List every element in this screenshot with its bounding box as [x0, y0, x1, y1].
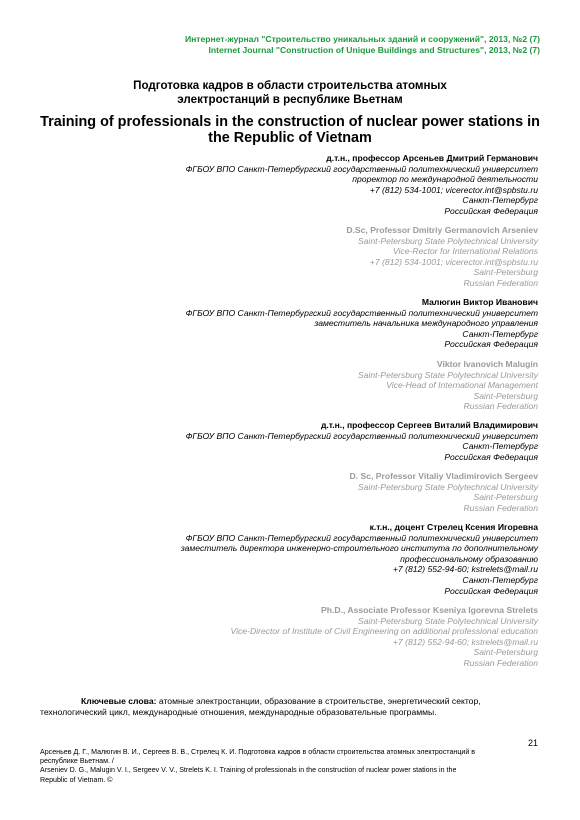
author-arseniev-ru	[186, 153, 538, 217]
keywords-line	[40, 696, 546, 707]
page-number: 21	[527, 738, 538, 748]
journal-header	[185, 34, 540, 55]
author-line: Russian Federation	[463, 502, 538, 513]
author-line: Saint-Petersburg State Polytechnical University	[357, 615, 538, 626]
author-line: ФГБОУ ВПО Санкт-Петербургский государственный политехнический университет	[185, 532, 538, 543]
author-line: Russian Federation	[463, 401, 538, 412]
author-line: Saint-Petersburg State Polytechnical University	[357, 369, 538, 380]
author-line: Санкт-Петербург	[462, 441, 538, 452]
footer-line: республике Вьетнам. /	[40, 757, 114, 766]
keywords-text: атомные электростанции, образование в строительстве, энергетический сектор,	[156, 696, 481, 706]
author-line: Saint-Petersburg	[473, 267, 538, 278]
author-line: Russian Federation	[463, 657, 538, 668]
author-name: Viktor Ivanovich Malugin	[436, 359, 538, 369]
author-line: проректор по международной деятельности	[352, 174, 538, 185]
author-line: Российская Федерация	[444, 339, 538, 350]
keywords-label: Ключевые слова:	[81, 696, 157, 706]
author-strelets-en	[231, 605, 538, 669]
citation-footer	[40, 748, 550, 785]
author-line: ФГБОУ ВПО Санкт-Петербургский государственный политехнический университет	[185, 430, 538, 441]
author-name: к.т.н., доцент Стрелец Ксения Игоревна	[369, 522, 538, 532]
author-line: +7 (812) 534-1001; vicerector.int@spbstu.ru	[369, 184, 538, 195]
author-line: Saint-Petersburg	[473, 492, 538, 503]
keywords	[40, 696, 546, 718]
author-strelets-ru	[181, 522, 538, 596]
author-name: Ph.D., Associate Professor Kseniya Igorevna Strelets	[321, 605, 538, 615]
author-arseniev-en	[346, 225, 538, 289]
keywords-line: технологический цикл, международные отношения, международные образовательные программы.	[40, 707, 437, 717]
author-line: Российская Федерация	[444, 585, 538, 596]
author-line: заместитель начальника международного управления	[314, 318, 538, 329]
author-line: Санкт-Петербург	[462, 574, 538, 585]
author-line: Russian Federation	[463, 277, 538, 288]
author-line: Vice-Rector for International Relations	[392, 246, 538, 257]
author-name: D. Sc, Professor Vitaliy Vladimirovich Sergeev	[349, 471, 538, 481]
journal-header-ru: Интернет-журнал "Строительство уникальных зданий и сооружений", 2013, №2 (7)	[184, 34, 540, 44]
author-line: Санкт-Петербург	[462, 195, 538, 206]
author-name: д.т.н., профессор Арсеньев Дмитрий Германович	[326, 153, 538, 163]
author-line: +7 (812) 552-94-60; kstrelets@mail.ru	[392, 564, 538, 575]
author-line: Санкт-Петербург	[462, 328, 538, 339]
author-line: профессиональному образованию	[400, 553, 538, 564]
title-en-line: Training of professionals in the construction of nuclear power stations in	[40, 114, 540, 130]
author-line: Российская Федерация	[444, 205, 538, 216]
author-sergeev-ru	[186, 420, 538, 462]
title-ru	[0, 79, 580, 107]
title-en-line: the Republic of Vietnam	[208, 129, 372, 146]
author-line: Saint-Petersburg	[473, 390, 538, 401]
author-name: D.Sc, Professor Dmitriy Germanovich Arseniev	[346, 225, 538, 235]
author-name: Малюгин Виктор Иванович	[421, 297, 538, 307]
author-name: д.т.н., профессор Сергеев Виталий Владимирович	[320, 420, 538, 430]
author-line: +7 (812) 552-94-60; kstrelets@mail.ru	[392, 636, 538, 647]
author-line: Saint-Petersburg State Polytechnical University	[357, 235, 538, 246]
title-ru-line: Подготовка кадров в области строительства атомных	[133, 79, 447, 92]
author-line: ФГБОУ ВПО Санкт-Петербургский государственный политехнический университет	[185, 163, 538, 174]
footer-line: Republic of Vietnam. ©	[40, 775, 113, 784]
footer-line: Arseniev D. G., Malugin V. I., Sergeev V. V., Strelets K. I. Training of professionals in the construction of nuclear power stations in the	[40, 766, 457, 775]
author-line: ФГБОУ ВПО Санкт-Петербургский государственный политехнический университет	[185, 307, 538, 318]
footer-line: Арсеньев Д. Г., Малюгин В. И., Сергеев В. В., Стрелец К. И. Подготовка кадров в области строительства атомных электростанций в	[40, 748, 476, 756]
title-ru-line: электростанций в республике Вьетнам	[177, 93, 403, 106]
author-line: Российская Федерация	[444, 451, 538, 462]
author-line: Saint-Petersburg State Polytechnical University	[357, 481, 538, 492]
journal-header-en: Internet Journal "Construction of Unique Buildings and Structures", 2013, №2 (7)	[208, 44, 540, 55]
author-sergeev-en	[349, 471, 538, 513]
author-malugin-ru	[186, 297, 538, 350]
author-line: Vice-Director of Institute of Civil Engineering on additional professional education	[230, 626, 538, 637]
author-line: Vice-Head of International Management	[386, 380, 538, 391]
author-line: Saint-Petersburg	[473, 647, 538, 658]
author-line: заместитель директора инженерно-строительного института по дополнительному	[180, 543, 538, 554]
title-en	[0, 115, 580, 146]
author-malugin-en	[358, 359, 538, 412]
author-line: +7 (812) 534-1001; vicerector.int@spbstu.ru	[369, 256, 538, 267]
